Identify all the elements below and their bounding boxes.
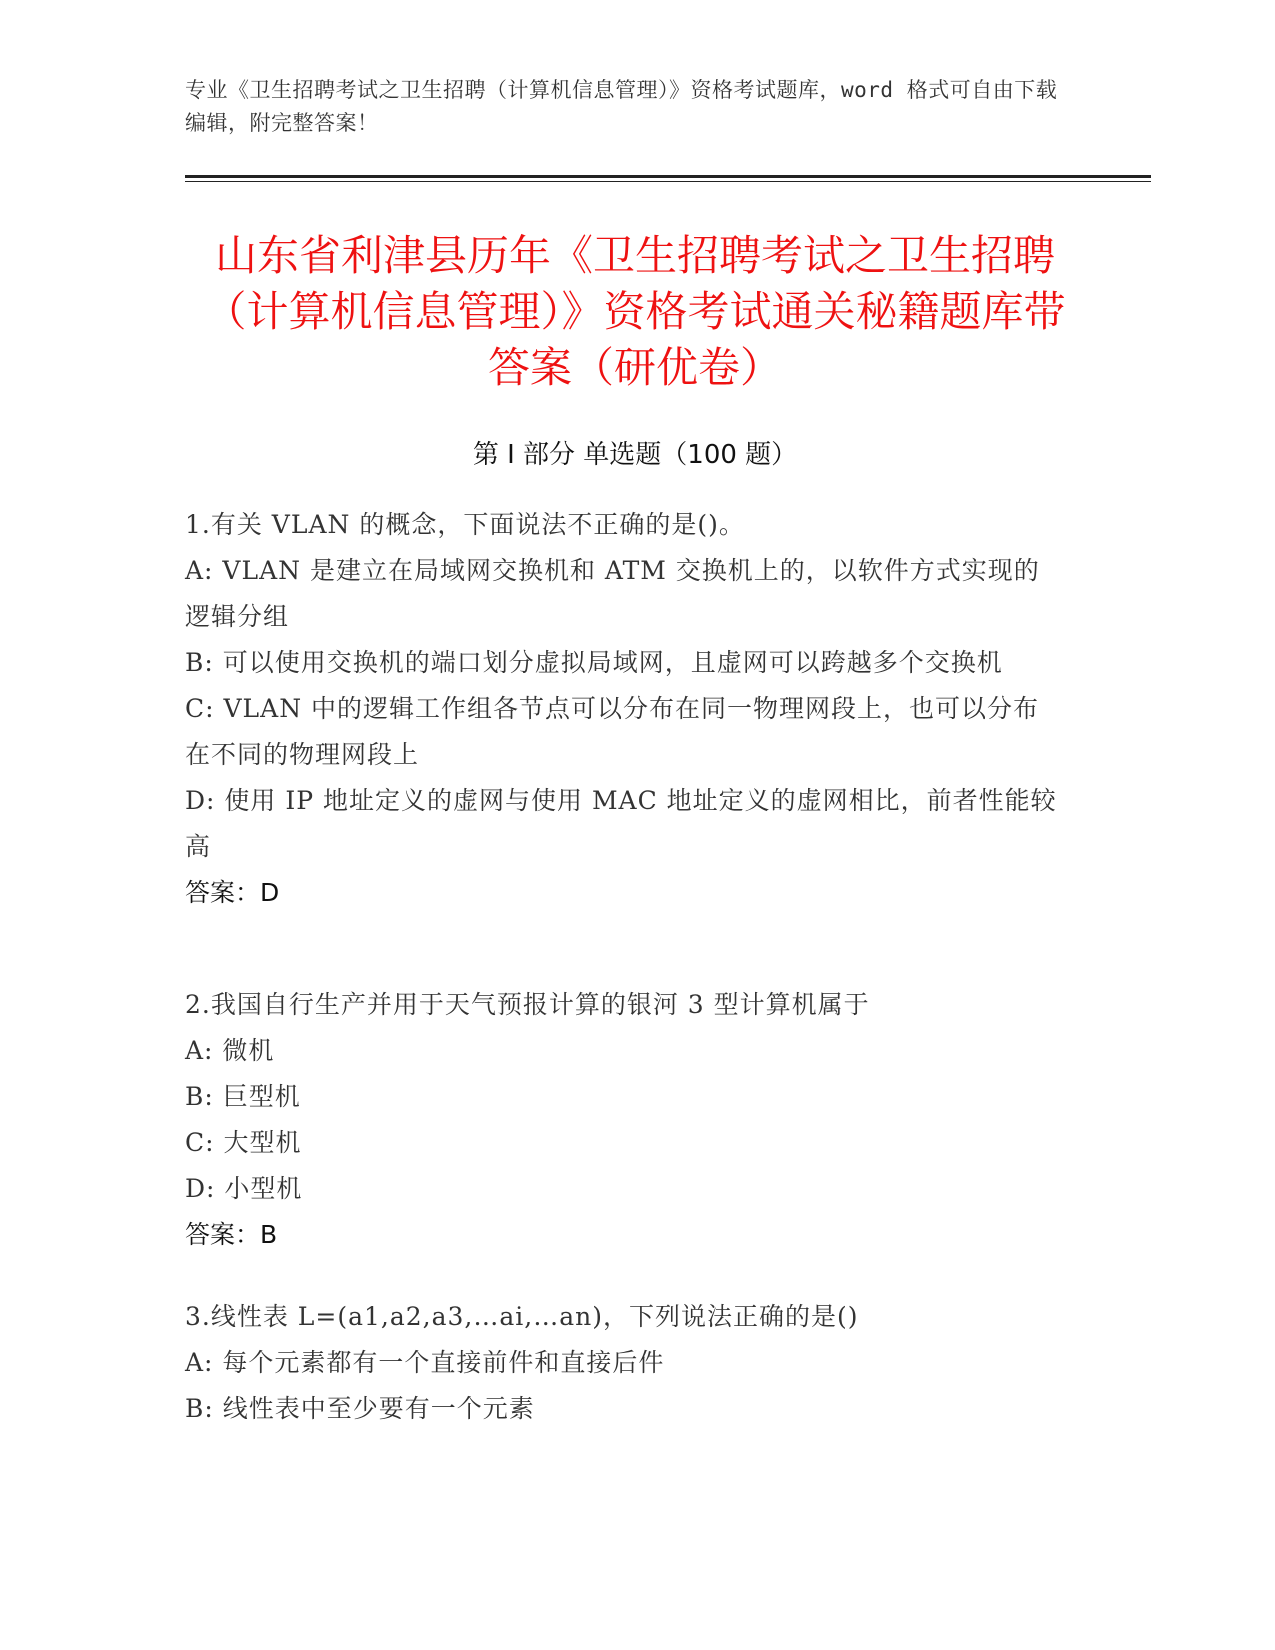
option-c: C: 大型机 — [185, 1128, 302, 1157]
section-heading: 第 I 部分 单选题（100 题） — [472, 440, 798, 470]
option-d: D: 小型机 — [185, 1174, 303, 1203]
header-divider-thick — [185, 175, 1151, 178]
question-2 — [185, 982, 1065, 1258]
question-stem: 3.线性表 L=(a1,a2,a3,…ai,…an)，下列说法正确的是() — [185, 1302, 859, 1331]
option-b: B: 线性表中至少要有一个元素 — [185, 1394, 535, 1423]
question-1 — [185, 502, 1065, 916]
document-title: 山东省利津县历年《卫生招聘考试之卫生招聘（计算机信息管理）》资格考试通关秘籍题库带答案（研优卷） — [204, 231, 1066, 392]
option-c: C: VLAN 中的逻辑工作组各节点可以分布在同一物理网段上，也可以分布在不同的物理网段上 — [185, 694, 1040, 769]
header-note: 专业《卫生招聘考试之卫生招聘（计算机信息管理）》资格考试题库，word 格式可自由下载编辑，附完整答案！ — [185, 78, 1058, 135]
option-b: B: 可以使用交换机的端口划分虚拟局域网，且虚网可以跨越多个交换机 — [185, 648, 1003, 677]
question-stem: 1.有关 VLAN 的概念，下面说法不正确的是()。 — [185, 510, 745, 539]
question-stem: 2.我国自行生产并用于天气预报计算的银河 3 型计算机属于 — [185, 990, 870, 1019]
header-divider-thin — [185, 181, 1151, 182]
option-b: B: 巨型机 — [185, 1082, 301, 1111]
option-a: A: VLAN 是建立在局域网交换机和 ATM 交换机上的，以软件方式实现的逻辑分组 — [185, 556, 1040, 631]
answer: 答案：D — [185, 878, 280, 907]
option-a: A: 每个元素都有一个直接前件和直接后件 — [185, 1348, 665, 1377]
option-d: D: 使用 IP 地址定义的虚网与使用 MAC 地址定义的虚网相比，前者性能较高 — [185, 786, 1057, 861]
option-a: A: 微机 — [185, 1036, 275, 1065]
answer: 答案：B — [185, 1220, 278, 1249]
question-3 — [185, 1294, 1065, 1432]
